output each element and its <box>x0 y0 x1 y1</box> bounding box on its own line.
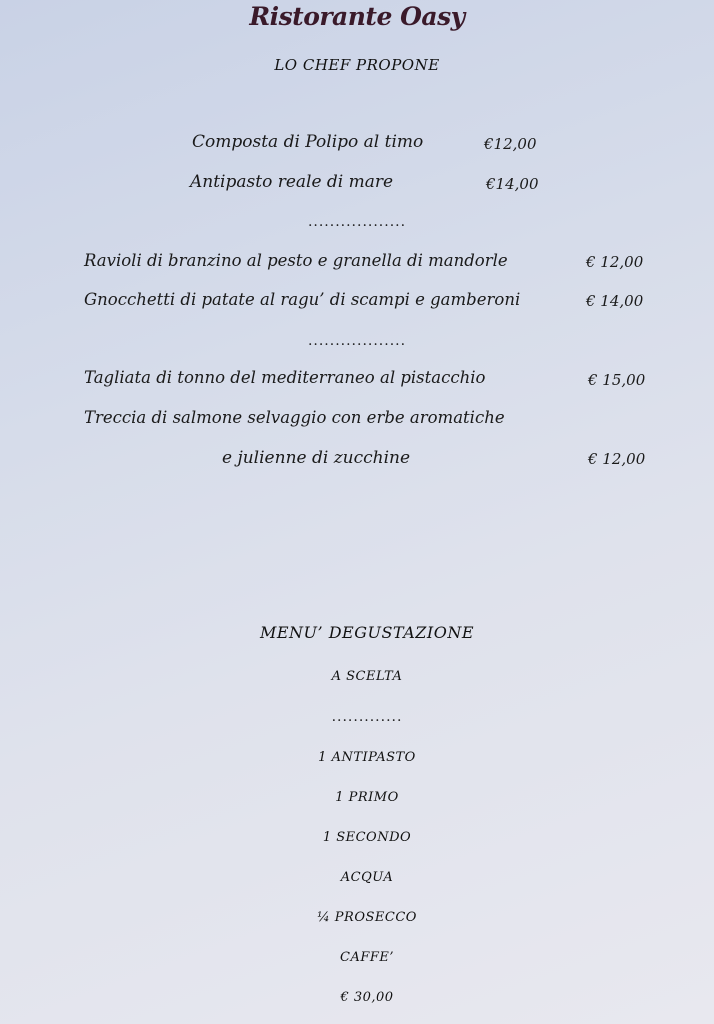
restaurant-logo: Ristorante Oasy <box>249 2 465 31</box>
degustazione-item: 1 ANTIPASTO <box>318 750 416 765</box>
secondo-2-price: € 12,00 <box>588 450 646 468</box>
primo-2-name: Gnocchetti di patate al ragu’ di scampi e gamberoni <box>84 290 521 309</box>
secondo-2-name-line1: Treccia di salmone selvaggio con erbe aromatiche <box>84 408 505 427</box>
primo-1-name: Ravioli di branzino al pesto e granella di mandorle <box>84 251 508 270</box>
degustazione-price: € 30,00 <box>340 990 394 1005</box>
degustazione-item: 1 PRIMO <box>335 790 399 805</box>
primo-1-price: € 12,00 <box>586 253 644 271</box>
secondo-2-name-line2: e julienne di zucchine <box>222 448 411 468</box>
secondo-1-name: Tagliata di tonno del mediterraneo al pistacchio <box>84 368 486 387</box>
degustazione-separator: ............. <box>331 709 403 725</box>
degustazione-item: CAFFE’ <box>340 950 394 965</box>
separator-2: .................. <box>307 333 407 349</box>
degustazione-item: 1 SECONDO <box>322 830 412 845</box>
degustazione-item: ACQUA <box>340 870 394 885</box>
degustazione-title: MENU’ DEGUSTAZIONE <box>259 623 475 642</box>
antipasto-2-name: Antipasto reale di mare <box>190 172 394 192</box>
antipasto-1-name: Composta di Polipo al timo <box>192 132 424 152</box>
degustazione-subtitle: A SCELTA <box>331 669 403 684</box>
secondo-1-price: € 15,00 <box>588 371 646 389</box>
antipasto-2-price: €14,00 <box>486 175 539 193</box>
antipasto-1-price: €12,00 <box>484 135 537 153</box>
separator-1: .................. <box>307 214 407 230</box>
primo-2-price: € 14,00 <box>586 292 644 310</box>
chef-section-title: LO CHEF PROPONE <box>274 56 440 74</box>
degustazione-item: ¼ PROSECCO <box>317 910 417 925</box>
